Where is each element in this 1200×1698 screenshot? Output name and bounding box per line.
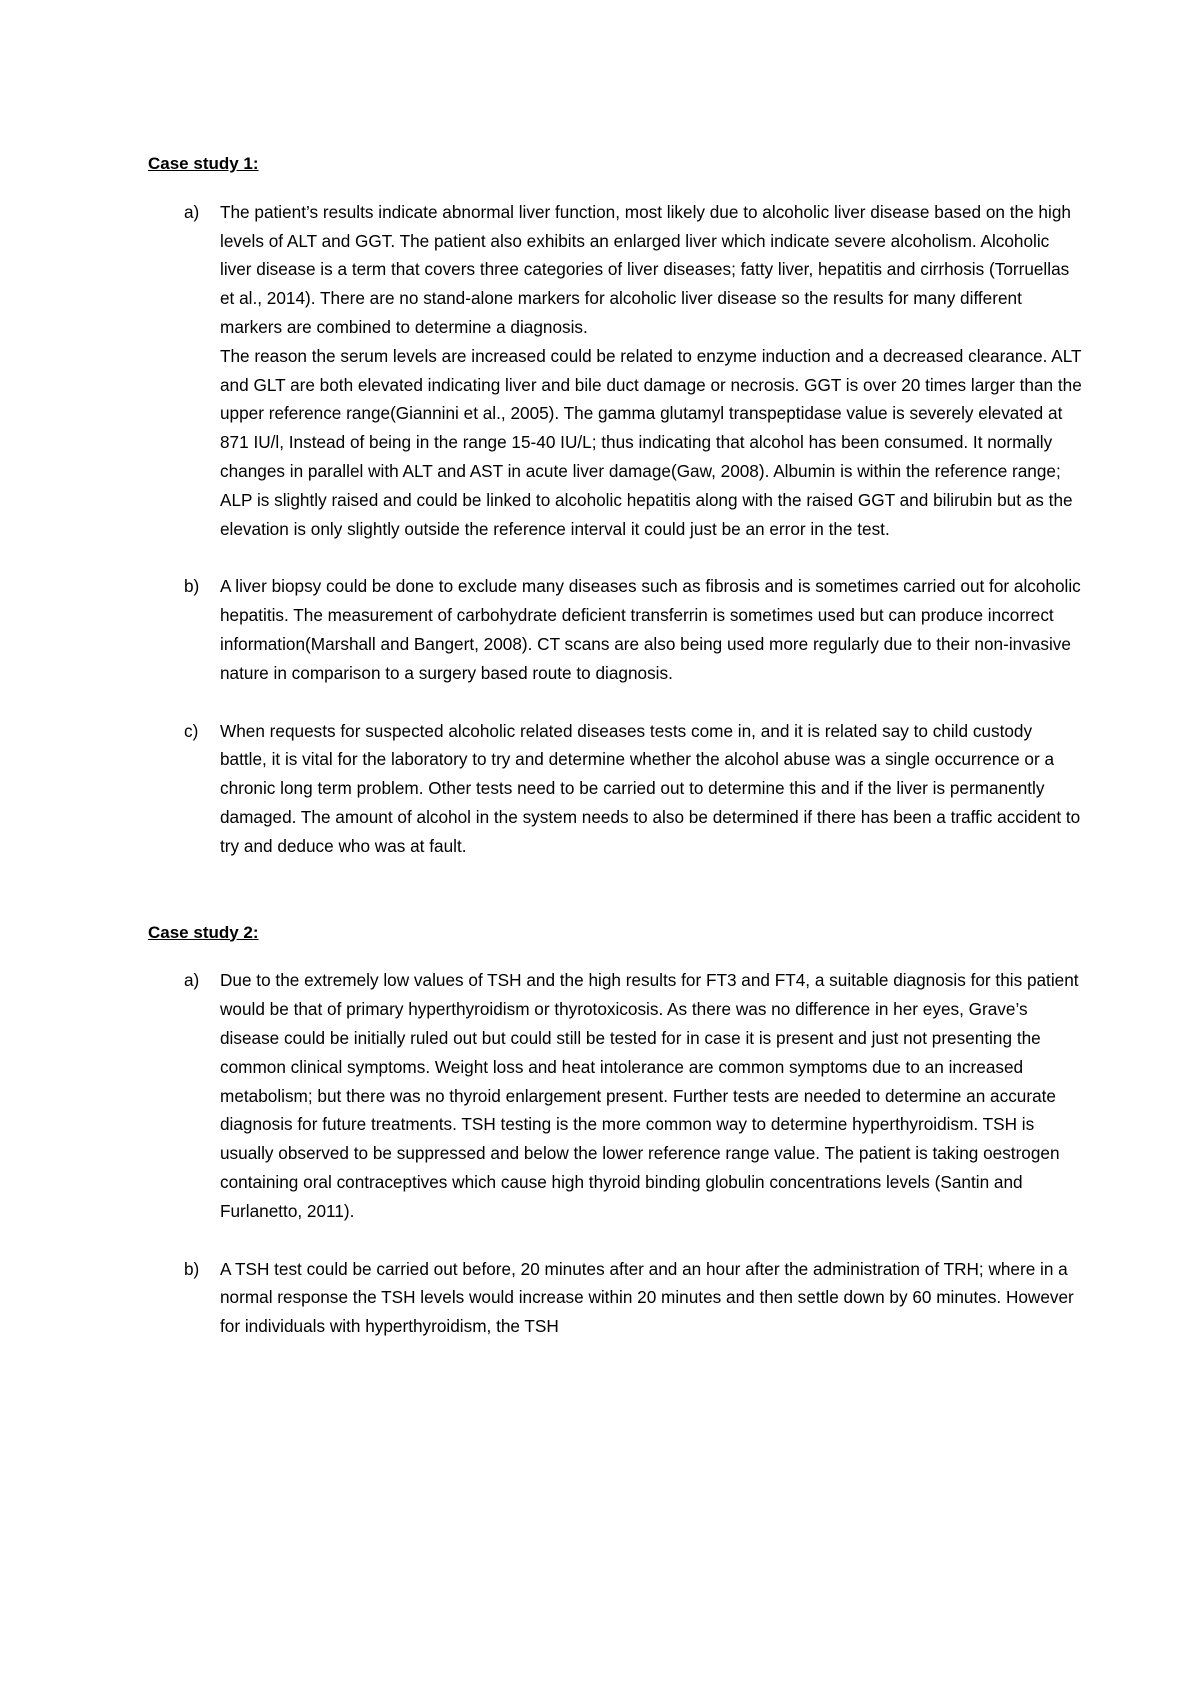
paragraph: A TSH test could be carried out before, 20 minutes after and an hour after the administration of TRH; where in a normal response the TSH levels would increase within 20 minutes and then settle down by 60 minutes. However for individuals with hyperthyroidism, the TSH bbox=[220, 1258, 1074, 1337]
case1-item-c bbox=[148, 717, 1082, 861]
paragraph: When requests for suspected alcoholic related diseases tests come in, and it is related say to child custody battle, it is vital for the laboratory to try and determine whether the alcohol abuse was a single occurrence or a chronic long term problem. Other tests need to be carried out to determine this and if the liver is permanently damaged. The amount of alcohol in the system needs to also be determined if there has been a traffic accident to try and deduce who was at fault. bbox=[220, 720, 1081, 856]
item-letter: b) bbox=[184, 1258, 200, 1279]
case-study-1-heading: Case study 1: bbox=[148, 154, 259, 173]
paragraph: A liver biopsy could be done to exclude many diseases such as fibrosis and is sometimes carried out for alcoholic hepatitis. The measurement of carbohydrate deficient transferrin is sometimes used but can produce incorrect information(Marshall and Bangert, 2008). CT scans are also being used more regularly due to their non-invasive nature in comparison to a surgery based route to diagnosis. bbox=[220, 576, 1081, 683]
case1-item-a bbox=[148, 198, 1082, 544]
item-letter: c) bbox=[184, 720, 199, 741]
paragraph: The patient’s results indicate abnormal liver function, most likely due to alcoholic liver disease based on the high levels of ALT and GGT. The patient also exhibits an enlarged liver which indicate severe alcoholism. Alcoholic liver disease is a term that covers three categories of liver diseases; fatty liver, hepatitis and cirrhosis (Torruellas et al., 2014). There are no stand-alone markers for alcoholic liver disease so the results for many different markers are combined to determine a diagnosis. bbox=[220, 201, 1071, 337]
item-letter: a) bbox=[184, 201, 200, 222]
case-study-2-heading: Case study 2: bbox=[148, 922, 259, 942]
case2-item-a bbox=[148, 966, 1082, 1225]
case2-item-b bbox=[148, 1255, 1082, 1341]
case1-item-b bbox=[148, 572, 1082, 687]
item-letter: a) bbox=[184, 970, 200, 991]
item-letter: b) bbox=[184, 576, 200, 597]
paragraph: The reason the serum levels are increased could be related to enzyme induction and a decreased clearance. ALT and GLT are both elevated indicating liver and bile duct damage or necrosis. GGT is over 20 times larger than the upper reference range(Giannini et al., 2005). The gamma glutamyl transpeptidase value is severely elevated at 871 IU/l, Instead of being in the range 15-40 IU/L; thus indicating that alcohol has been consumed. It normally changes in parallel with ALT and AST in acute liver damage(Gaw, 2008). Albumin is within the reference range; ALP is slightly raised and could be linked to alcoholic hepatitis along with the raised GGT and bilirubin but as the elevation is only slightly outside the reference interval it could just be an error in the test. bbox=[220, 345, 1082, 539]
paragraph: Due to the extremely low values of TSH and the high results for FT3 and FT4, a suitable diagnosis for this patient would be that of primary hyperthyroidism or thyrotoxicosis. As there was no difference in her eyes, Grave’s disease could be initially ruled out but could still be tested for in case it is present and just not presenting the common clinical symptoms. Weight loss and heat intolerance are common symptoms due to an increased metabolism; but there was no thyroid enlargement present. Further tests are needed to determine an accurate diagnosis for future treatments. TSH testing is the more common way to determine hyperthyroidism. TSH is usually observed to be suppressed and below the lower reference range value. The patient is taking oestrogen containing oral contraceptives which cause high thyroid binding globulin concentrations levels (Santin and Furlanetto, 2011). bbox=[220, 970, 1079, 1221]
